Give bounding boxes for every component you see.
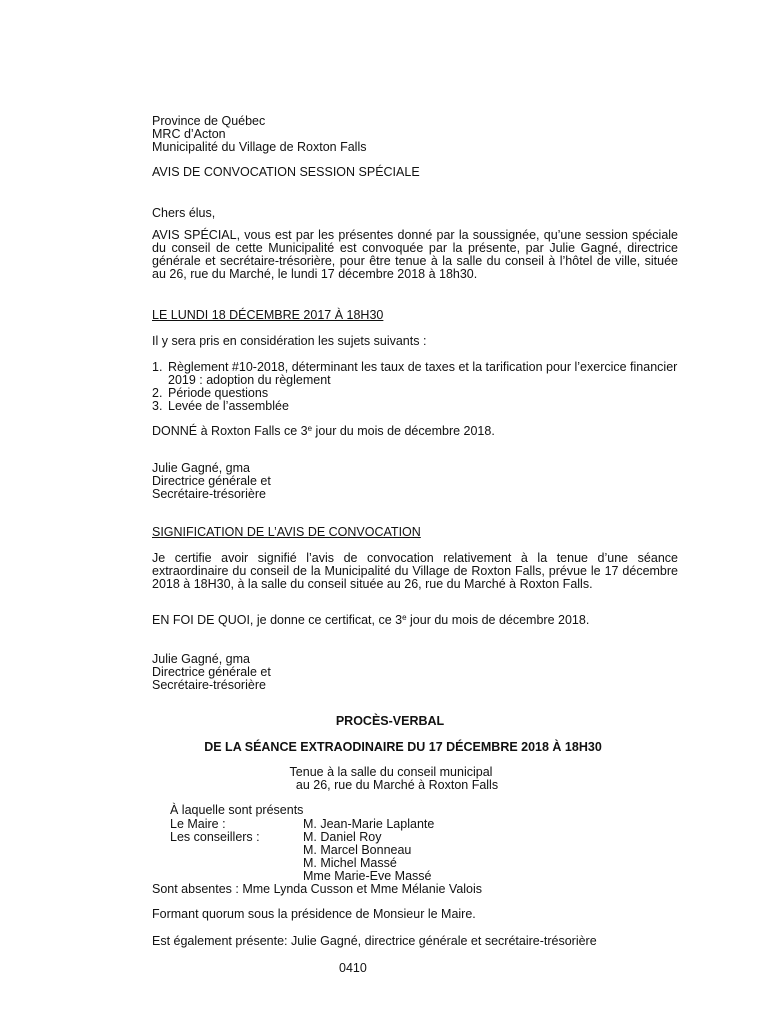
subjects-intro: Il y sera pris en considération les sujets suivants : [152, 334, 427, 348]
maire-name: M. Jean-Marie Laplante [303, 817, 435, 831]
avis-paragraph: AVIS SPÉCIAL, vous est par les présentes donné par la soussignée, qu’une session spéciale du conseil de cette Municipalité est convoquée par la présente, par Julie Gagné, directrice générale et secrétaire-trésorière, pour être tenue à la salle du conseil à l’hôtel de ville, située au 26, rue du Marché, le lundi 17 décembre 2018 à 18h30. [152, 228, 678, 281]
signer-name: Julie Gagné, gma [152, 461, 250, 475]
list-text: Période questions [168, 386, 269, 400]
signer-role: Directrice générale et [152, 474, 271, 488]
attendance-intro: À laquelle sont présents [170, 803, 304, 817]
conseillers-label: Les conseillers : [170, 830, 260, 844]
list-item [152, 400, 678, 413]
mrc-line: MRC d’Acton [152, 127, 226, 141]
proces-verbal-subtitle: DE LA SÉANCE EXTRAODINAIRE DU 17 DÉCEMBRE 2018 À 18H30 [204, 740, 602, 754]
list-item [152, 361, 678, 387]
absentes-line: Sont absentes : Mme Lynda Cusson et Mme Mélanie Valois [152, 882, 483, 896]
location-line-2: au 26, rue du Marché à Roxton Falls [295, 778, 499, 792]
greeting: Chers élus, [152, 206, 216, 220]
municipality-line: Municipalité du Village de Roxton Falls [152, 140, 367, 154]
list-number: 1. [152, 360, 163, 374]
signer-name: Julie Gagné, gma [152, 652, 250, 666]
signer-role: Secrétaire-trésorière [152, 487, 266, 501]
list-text: Règlement #10-2018, déterminant les taux de taxes et la tarification pour l’exercice financier 2019 : adoption du règlement [168, 360, 678, 387]
maire-label: Le Maire : [170, 817, 226, 831]
signer-role: Secrétaire-trésorière [152, 678, 266, 692]
conseiller-name: Mme Marie-Eve Massé [303, 869, 432, 883]
proces-verbal-title: PROCÈS-VERBAL [335, 714, 445, 728]
underlined-date: LE LUNDI 18 DÉCEMBRE 2017 À 18H30 [152, 308, 384, 322]
signature-block-2 [152, 653, 678, 692]
certify-paragraph: Je certifie avoir signifié l’avis de convocation relativement à la tenue d’une séance extraordinaire du conseil de la Municipalité du Village de Roxton Falls, prévue le 17 décembre 2018 à 18H30, à la salle du conseil située au 26, rue du Marché à Roxton Falls. [152, 551, 678, 591]
list-number: 2. [152, 386, 163, 400]
signer-role: Directrice générale et [152, 665, 271, 679]
donne-line: DONNÉ à Roxton Falls ce 3e jour du mois de décembre 2018. [152, 424, 495, 438]
en-foi-line: EN FOI DE QUOI, je donne ce certificat, ce 3e jour du mois de décembre 2018. [152, 613, 590, 627]
signification-title: SIGNIFICATION DE L’AVIS DE CONVOCATION [152, 525, 421, 539]
province-line: Province de Québec [152, 114, 266, 128]
conseiller-name: M. Marcel Bonneau [303, 843, 412, 857]
notice-title: AVIS DE CONVOCATION SESSION SPÉCIALE [152, 165, 420, 179]
list-number: 3. [152, 399, 163, 413]
subjects-list [152, 361, 678, 413]
conseiller-name: M. Michel Massé [303, 856, 397, 870]
presente-line: Est également présente: Julie Gagné, directrice générale et secrétaire-trésorière [152, 934, 597, 948]
letterhead [152, 115, 678, 154]
signature-block-1 [152, 462, 678, 501]
quorum-line: Formant quorum sous la présidence de Monsieur le Maire. [152, 907, 476, 921]
location-line-1: Tenue à la salle du conseil municipal [289, 765, 493, 779]
page-number: 0410 [339, 961, 367, 975]
list-text: Levée de l’assemblée [168, 399, 289, 413]
conseiller-name: M. Daniel Roy [303, 830, 382, 844]
